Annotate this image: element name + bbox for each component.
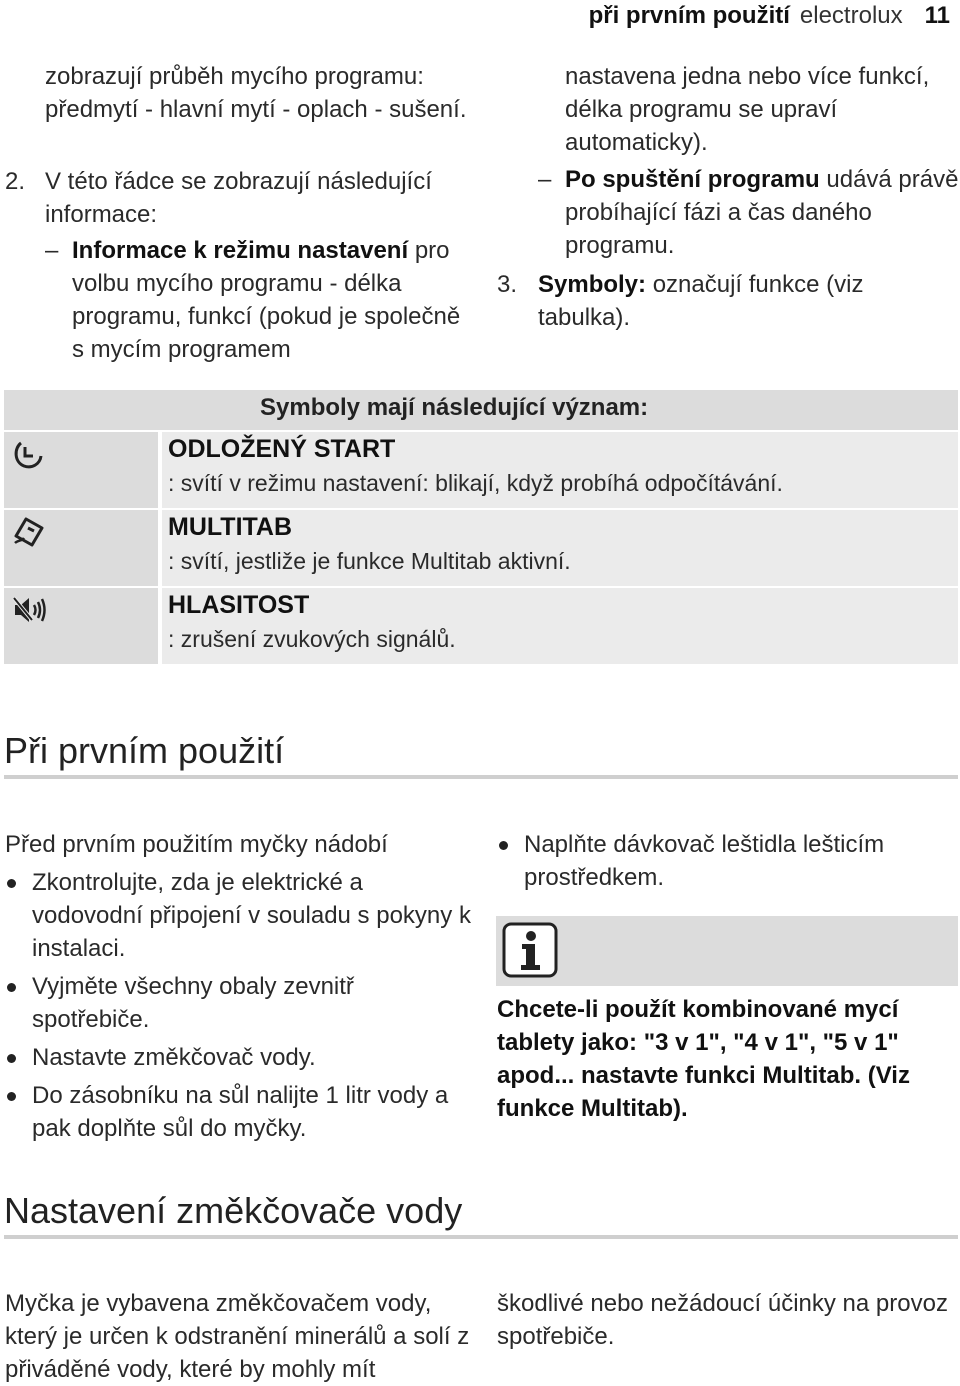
list-item-3-text bbox=[538, 268, 938, 334]
symbol-title: ODLOŽENÝ START bbox=[168, 435, 396, 463]
multitab-icon bbox=[12, 516, 46, 548]
info-box bbox=[496, 916, 958, 986]
symbol-icon-cell bbox=[4, 510, 158, 586]
symbols-text: označují funkce (viz tabulka). bbox=[538, 271, 864, 331]
symbol-row-volume bbox=[4, 586, 958, 664]
list-item: Vyjměte všechny obaly zevnitř spotřebiče. bbox=[5, 970, 475, 1036]
first-use-lead: Před prvním použitím myčky nádobí bbox=[5, 831, 388, 858]
page-number: 11 bbox=[924, 2, 950, 29]
dash-item-settings bbox=[72, 234, 477, 366]
symbol-title: MULTITAB bbox=[168, 513, 293, 541]
dash-marker: – bbox=[538, 166, 552, 193]
symbol-description bbox=[162, 432, 958, 508]
first-use-checklist bbox=[5, 866, 475, 1145]
dash-item-running-text: udává právě probíhající fázi a čas daného programu. bbox=[565, 166, 959, 259]
symbol-row-multitab bbox=[4, 508, 958, 586]
dash-item-running-title: Po spuštění programu bbox=[565, 166, 820, 193]
symbols-table-header bbox=[4, 390, 958, 430]
dash-marker: – bbox=[45, 237, 59, 264]
symbol-row-delay-start bbox=[4, 430, 958, 508]
dash-item-settings-title: Informace k režimu nastavení bbox=[72, 237, 409, 264]
symbols-label: Symboly: bbox=[538, 271, 647, 298]
symbols-table-heading: Symboly mají následující význam: bbox=[260, 394, 649, 421]
symbol-desc: : svítí, jestliže je funkce Multitab aktivní. bbox=[168, 548, 571, 574]
first-use-right-list bbox=[497, 828, 937, 894]
symbol-icon-cell bbox=[4, 588, 158, 664]
symbol-description bbox=[162, 588, 958, 664]
list-item: Nastavte změkčovač vody. bbox=[5, 1041, 475, 1074]
dash-item-settings-continued: nastavena jedna nebo více funkcí, délka programu se upraví automaticky). bbox=[565, 63, 930, 156]
symbol-icon-cell bbox=[4, 432, 158, 508]
section-heading-first-use: Při prvním použití bbox=[4, 730, 285, 771]
symbols-table bbox=[4, 390, 958, 664]
symbol-description bbox=[162, 510, 958, 586]
list-item-2-text: V této řádce se zobrazují následující informace: bbox=[45, 168, 432, 228]
dash-item-settings-text: pro volbu mycího programu - délka programu, funkcí (pokud je společně s mycím programem bbox=[72, 237, 461, 363]
multitab-note: Chcete-li použít kombinované mycí tablety jako: "3 v 1", "4 v 1", "5 v 1" apod... nastavte funkci Multitab. (Viz funkce Multitab). bbox=[497, 996, 910, 1122]
list-number-2: 2. bbox=[5, 168, 26, 195]
header-brand: electrolux bbox=[799, 2, 903, 29]
delay-start-icon bbox=[12, 438, 44, 470]
heading-rule bbox=[4, 775, 958, 779]
list-item: Naplňte dávkovač leštidla lešticím prostředkem. bbox=[497, 828, 937, 894]
intro-left-paragraph: zobrazují průběh mycího programu: předmytí - hlavní mytí - oplach - sušení. bbox=[45, 63, 467, 123]
symbol-desc: : zrušení zvukových signálů. bbox=[168, 626, 456, 652]
list-item: Zkontrolujte, zda je elektrické a vodovodní připojení v souladu s pokyny k instalaci. bbox=[5, 866, 475, 965]
running-header bbox=[589, 0, 950, 32]
list-number-3: 3. bbox=[497, 271, 518, 298]
header-section: při prvním použití bbox=[588, 2, 790, 29]
softener-paragraph-left: Myčka je vybavena změkčovačem vody, který je určen k odstranění minerálů a solí z přiváděné vody, které by mohly mít bbox=[5, 1290, 470, 1383]
heading-rule bbox=[4, 1235, 958, 1239]
list-item: Do zásobníku na sůl nalijte 1 litr vody a pak doplňte sůl do myčky. bbox=[5, 1079, 475, 1145]
dash-item-running bbox=[565, 163, 960, 262]
symbol-title: HLASITOST bbox=[168, 591, 310, 619]
softener-paragraph-right: škodlivé nebo nežádoucí účinky na provoz spotřebiče. bbox=[497, 1290, 948, 1350]
volume-mute-icon bbox=[12, 594, 48, 626]
symbol-desc: : svítí v režimu nastavení: blikají, když probíhá odpočítávání. bbox=[168, 470, 783, 496]
section-heading-softener: Nastavení změkčovače vody bbox=[4, 1190, 463, 1231]
info-icon bbox=[502, 922, 558, 978]
